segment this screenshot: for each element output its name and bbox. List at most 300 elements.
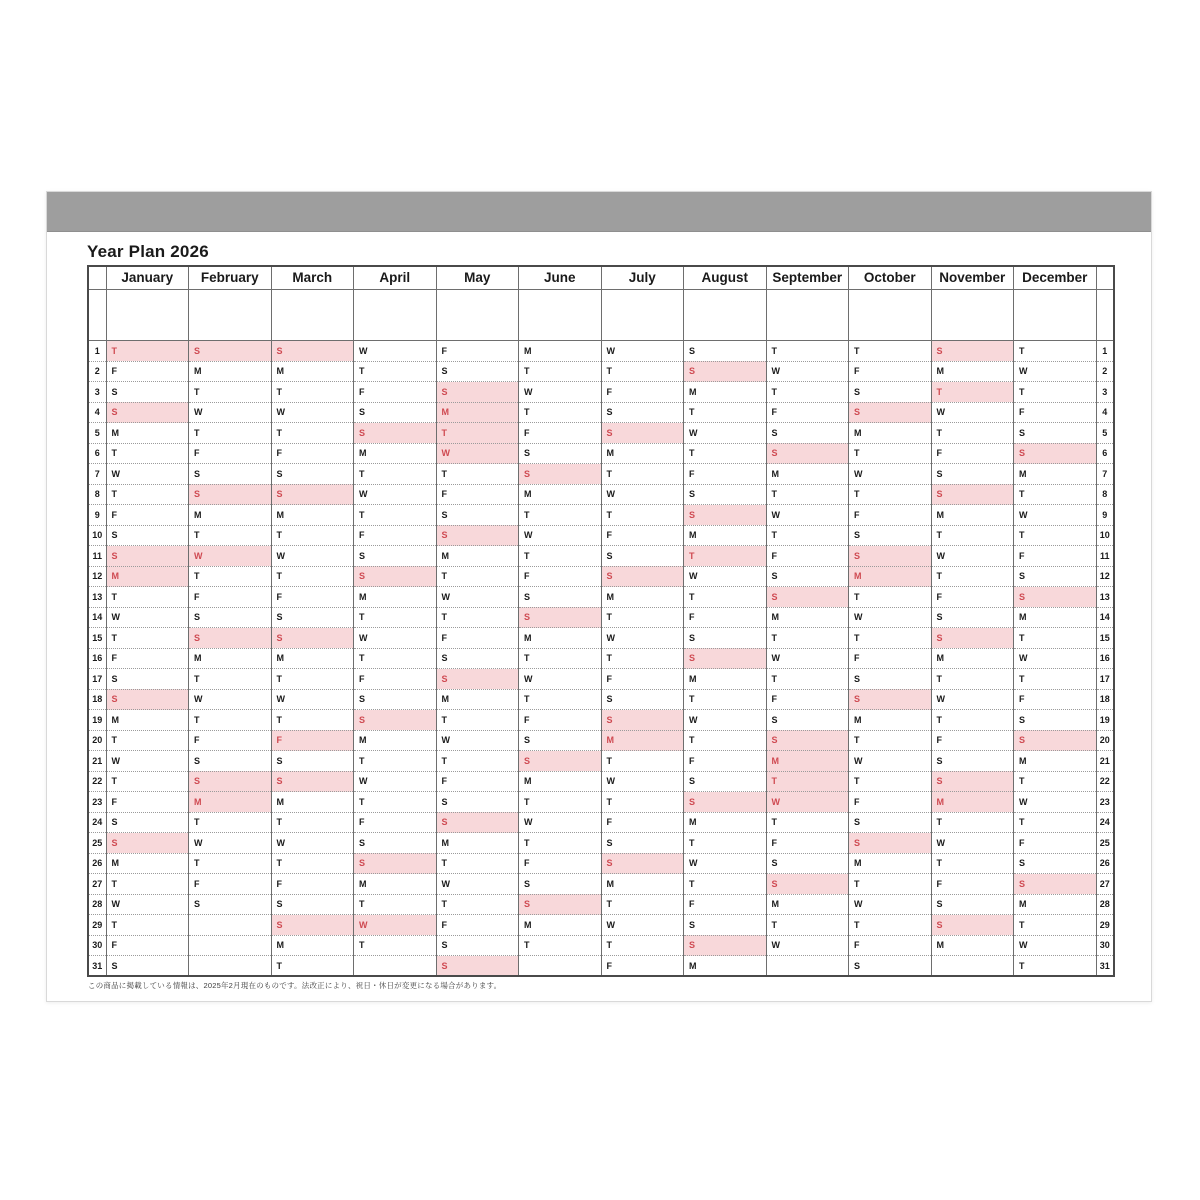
day-row-26: [88, 853, 1114, 874]
day-cell-november-23: M: [931, 792, 1014, 813]
day-cell-may-10: S: [436, 525, 519, 546]
row-number-right: 29: [1096, 915, 1114, 936]
day-cell-october-14: W: [849, 607, 932, 628]
day-cell-november-4: W: [931, 402, 1014, 423]
day-cell-november-12: T: [931, 566, 1014, 587]
day-cell-january-21: W: [106, 751, 189, 772]
day-cell-august-29: S: [684, 915, 767, 936]
day-cell-december-8: T: [1014, 484, 1097, 505]
day-cell-august-22: S: [684, 771, 767, 792]
day-cell-december-13: S: [1014, 587, 1097, 608]
day-cell-september-14: M: [766, 607, 849, 628]
day-cell-october-4: S: [849, 402, 932, 423]
day-cell-december-12: S: [1014, 566, 1097, 587]
row-number-right: 8: [1096, 484, 1114, 505]
day-cell-may-28: T: [436, 894, 519, 915]
day-cell-august-27: T: [684, 874, 767, 895]
day-cell-february-9: M: [189, 505, 272, 526]
row-number-left: 11: [88, 546, 106, 567]
day-cell-august-1: S: [684, 341, 767, 362]
day-cell-april-2: T: [354, 361, 437, 382]
day-cell-march-9: M: [271, 505, 354, 526]
row-number-right: 2: [1096, 361, 1114, 382]
day-cell-june-27: S: [519, 874, 602, 895]
day-cell-october-16: F: [849, 648, 932, 669]
day-cell-december-31: T: [1014, 956, 1097, 977]
day-cell-february-26: T: [189, 853, 272, 874]
day-cell-october-7: W: [849, 464, 932, 485]
day-cell-november-10: T: [931, 525, 1014, 546]
day-cell-april-10: F: [354, 525, 437, 546]
day-cell-july-7: T: [601, 464, 684, 485]
day-cell-february-20: F: [189, 730, 272, 751]
day-cell-may-11: M: [436, 546, 519, 567]
day-cell-may-24: S: [436, 812, 519, 833]
day-cell-august-15: S: [684, 628, 767, 649]
day-cell-may-26: T: [436, 853, 519, 874]
row-number-left: 24: [88, 812, 106, 833]
day-cell-september-27: S: [766, 874, 849, 895]
day-cell-september-1: T: [766, 341, 849, 362]
notes-cell-june: [519, 290, 602, 341]
day-cell-july-4: S: [601, 402, 684, 423]
day-cell-july-8: W: [601, 484, 684, 505]
day-cell-may-27: W: [436, 874, 519, 895]
day-cell-june-11: T: [519, 546, 602, 567]
day-cell-april-26: S: [354, 853, 437, 874]
day-number-header-right: [1096, 266, 1114, 290]
day-cell-february-19: T: [189, 710, 272, 731]
row-number-left: 13: [88, 587, 106, 608]
day-cell-june-8: M: [519, 484, 602, 505]
month-header-october: October: [849, 266, 932, 290]
day-cell-october-2: F: [849, 361, 932, 382]
day-cell-august-20: T: [684, 730, 767, 751]
row-number-left: 12: [88, 566, 106, 587]
day-cell-october-20: T: [849, 730, 932, 751]
day-cell-april-8: W: [354, 484, 437, 505]
day-row-24: [88, 812, 1114, 833]
day-cell-august-28: F: [684, 894, 767, 915]
day-cell-april-16: T: [354, 648, 437, 669]
day-cell-october-10: S: [849, 525, 932, 546]
month-header-august: August: [684, 266, 767, 290]
day-row-10: [88, 525, 1114, 546]
row-number-left: 19: [88, 710, 106, 731]
day-row-13: [88, 587, 1114, 608]
notes-cell-november: [931, 290, 1014, 341]
day-cell-july-10: F: [601, 525, 684, 546]
day-cell-december-3: T: [1014, 382, 1097, 403]
day-cell-april-18: S: [354, 689, 437, 710]
day-cell-july-11: S: [601, 546, 684, 567]
day-row-23: [88, 792, 1114, 813]
day-cell-november-18: W: [931, 689, 1014, 710]
day-cell-january-5: M: [106, 423, 189, 444]
day-cell-september-16: W: [766, 648, 849, 669]
day-cell-november-13: F: [931, 587, 1014, 608]
day-cell-may-18: M: [436, 689, 519, 710]
day-cell-june-1: M: [519, 341, 602, 362]
day-cell-august-12: W: [684, 566, 767, 587]
day-row-20: [88, 730, 1114, 751]
month-header-september: September: [766, 266, 849, 290]
day-cell-november-25: W: [931, 833, 1014, 854]
notes-cell-right: [1096, 290, 1114, 341]
day-cell-march-31: T: [271, 956, 354, 977]
day-row-28: [88, 894, 1114, 915]
row-number-left: 16: [88, 648, 106, 669]
day-cell-october-13: T: [849, 587, 932, 608]
row-number-right: 13: [1096, 587, 1114, 608]
day-cell-december-23: W: [1014, 792, 1097, 813]
day-cell-january-3: S: [106, 382, 189, 403]
day-cell-march-3: T: [271, 382, 354, 403]
day-cell-november-26: T: [931, 853, 1014, 874]
row-number-left: 31: [88, 956, 106, 977]
day-cell-april-13: M: [354, 587, 437, 608]
row-number-left: 15: [88, 628, 106, 649]
day-cell-october-30: F: [849, 935, 932, 956]
day-cell-september-19: S: [766, 710, 849, 731]
day-cell-may-17: S: [436, 669, 519, 690]
day-cell-march-29: S: [271, 915, 354, 936]
day-cell-june-4: T: [519, 402, 602, 423]
day-cell-october-9: F: [849, 505, 932, 526]
day-cell-february-23: M: [189, 792, 272, 813]
day-cell-august-9: S: [684, 505, 767, 526]
day-cell-september-28: M: [766, 894, 849, 915]
day-cell-september-26: S: [766, 853, 849, 874]
day-cell-january-8: T: [106, 484, 189, 505]
row-number-right: 15: [1096, 628, 1114, 649]
row-number-right: 19: [1096, 710, 1114, 731]
day-cell-june-17: W: [519, 669, 602, 690]
day-cell-september-15: T: [766, 628, 849, 649]
row-number-right: 27: [1096, 874, 1114, 895]
day-cell-november-15: S: [931, 628, 1014, 649]
day-cell-july-17: F: [601, 669, 684, 690]
day-cell-october-12: M: [849, 566, 932, 587]
day-cell-october-24: S: [849, 812, 932, 833]
day-cell-july-12: S: [601, 566, 684, 587]
day-cell-july-21: T: [601, 751, 684, 772]
row-number-right: 31: [1096, 956, 1114, 977]
month-header-may: May: [436, 266, 519, 290]
day-cell-september-25: F: [766, 833, 849, 854]
month-header-row: [88, 266, 1114, 290]
day-cell-june-6: S: [519, 443, 602, 464]
day-cell-december-5: S: [1014, 423, 1097, 444]
day-cell-august-10: M: [684, 525, 767, 546]
day-cell-june-24: W: [519, 812, 602, 833]
row-number-left: 20: [88, 730, 106, 751]
day-cell-december-22: T: [1014, 771, 1097, 792]
day-cell-february-22: S: [189, 771, 272, 792]
day-row-19: [88, 710, 1114, 731]
day-row-16: [88, 648, 1114, 669]
day-cell-january-28: W: [106, 894, 189, 915]
day-number-header-left: [88, 266, 106, 290]
day-cell-march-16: M: [271, 648, 354, 669]
day-cell-january-15: T: [106, 628, 189, 649]
day-cell-january-17: S: [106, 669, 189, 690]
day-cell-september-3: T: [766, 382, 849, 403]
day-row-3: [88, 382, 1114, 403]
day-cell-may-9: S: [436, 505, 519, 526]
row-number-right: 10: [1096, 525, 1114, 546]
day-cell-march-22: S: [271, 771, 354, 792]
day-cell-january-12: M: [106, 566, 189, 587]
day-cell-january-4: S: [106, 402, 189, 423]
day-cell-may-4: M: [436, 402, 519, 423]
day-cell-march-27: F: [271, 874, 354, 895]
day-cell-december-10: T: [1014, 525, 1097, 546]
day-cell-december-25: F: [1014, 833, 1097, 854]
day-cell-august-2: S: [684, 361, 767, 382]
day-cell-october-29: T: [849, 915, 932, 936]
month-header-november: November: [931, 266, 1014, 290]
day-cell-december-26: S: [1014, 853, 1097, 874]
day-cell-july-25: S: [601, 833, 684, 854]
day-cell-december-7: M: [1014, 464, 1097, 485]
day-cell-october-28: W: [849, 894, 932, 915]
day-cell-may-14: T: [436, 607, 519, 628]
day-row-27: [88, 874, 1114, 895]
calendar-sheet: [46, 191, 1152, 1002]
day-cell-may-2: S: [436, 361, 519, 382]
row-number-left: 1: [88, 341, 106, 362]
day-cell-february-11: W: [189, 546, 272, 567]
row-number-right: 24: [1096, 812, 1114, 833]
notes-cell-april: [354, 290, 437, 341]
day-cell-february-1: S: [189, 341, 272, 362]
day-cell-march-15: S: [271, 628, 354, 649]
day-cell-november-6: F: [931, 443, 1014, 464]
day-cell-january-20: T: [106, 730, 189, 751]
day-cell-january-10: S: [106, 525, 189, 546]
day-cell-november-5: T: [931, 423, 1014, 444]
row-number-left: 3: [88, 382, 106, 403]
page-title: Year Plan 2026: [87, 242, 209, 261]
day-cell-january-11: S: [106, 546, 189, 567]
day-row-29: [88, 915, 1114, 936]
day-cell-october-21: W: [849, 751, 932, 772]
day-cell-april-23: T: [354, 792, 437, 813]
day-cell-july-24: F: [601, 812, 684, 833]
day-cell-july-26: S: [601, 853, 684, 874]
day-cell-february-5: T: [189, 423, 272, 444]
row-number-right: 6: [1096, 443, 1114, 464]
row-number-left: 4: [88, 402, 106, 423]
month-header-january: January: [106, 266, 189, 290]
day-cell-june-10: W: [519, 525, 602, 546]
day-cell-january-18: S: [106, 689, 189, 710]
day-cell-february-29: [189, 915, 272, 936]
day-cell-march-17: T: [271, 669, 354, 690]
day-cell-february-14: S: [189, 607, 272, 628]
day-cell-july-20: M: [601, 730, 684, 751]
day-cell-november-9: M: [931, 505, 1014, 526]
row-number-right: 30: [1096, 935, 1114, 956]
row-number-right: 18: [1096, 689, 1114, 710]
row-number-right: 17: [1096, 669, 1114, 690]
day-cell-may-1: F: [436, 341, 519, 362]
month-header-december: December: [1014, 266, 1097, 290]
day-cell-february-6: F: [189, 443, 272, 464]
day-cell-february-16: M: [189, 648, 272, 669]
day-cell-may-20: W: [436, 730, 519, 751]
day-cell-february-13: F: [189, 587, 272, 608]
day-cell-february-18: W: [189, 689, 272, 710]
day-cell-december-11: F: [1014, 546, 1097, 567]
month-header-march: March: [271, 266, 354, 290]
day-cell-september-5: S: [766, 423, 849, 444]
day-cell-july-15: W: [601, 628, 684, 649]
day-cell-march-8: S: [271, 484, 354, 505]
day-cell-august-8: S: [684, 484, 767, 505]
row-number-left: 5: [88, 423, 106, 444]
day-cell-april-30: T: [354, 935, 437, 956]
day-cell-september-7: M: [766, 464, 849, 485]
day-cell-april-28: T: [354, 894, 437, 915]
day-cell-february-31: [189, 956, 272, 977]
row-number-right: 4: [1096, 402, 1114, 423]
day-row-4: [88, 402, 1114, 423]
month-header-february: February: [189, 266, 272, 290]
day-cell-july-1: W: [601, 341, 684, 362]
day-cell-july-2: T: [601, 361, 684, 382]
row-number-right: 26: [1096, 853, 1114, 874]
day-cell-june-31: [519, 956, 602, 977]
day-cell-july-22: W: [601, 771, 684, 792]
day-cell-december-24: T: [1014, 812, 1097, 833]
row-number-right: 3: [1096, 382, 1114, 403]
day-cell-july-23: T: [601, 792, 684, 813]
row-number-left: 29: [88, 915, 106, 936]
day-cell-october-8: T: [849, 484, 932, 505]
day-cell-august-23: S: [684, 792, 767, 813]
day-cell-december-17: T: [1014, 669, 1097, 690]
day-cell-may-8: F: [436, 484, 519, 505]
notes-row: [88, 290, 1114, 341]
day-cell-october-31: S: [849, 956, 932, 977]
day-cell-april-6: M: [354, 443, 437, 464]
day-cell-may-12: T: [436, 566, 519, 587]
day-cell-december-27: S: [1014, 874, 1097, 895]
day-cell-june-22: M: [519, 771, 602, 792]
day-cell-january-19: M: [106, 710, 189, 731]
day-cell-march-24: T: [271, 812, 354, 833]
day-cell-january-16: F: [106, 648, 189, 669]
day-cell-june-19: F: [519, 710, 602, 731]
day-cell-july-13: M: [601, 587, 684, 608]
day-cell-february-7: S: [189, 464, 272, 485]
day-cell-april-11: S: [354, 546, 437, 567]
day-cell-march-4: W: [271, 402, 354, 423]
row-number-right: 11: [1096, 546, 1114, 567]
row-number-left: 23: [88, 792, 106, 813]
day-cell-august-30: S: [684, 935, 767, 956]
notes-cell-september: [766, 290, 849, 341]
day-cell-december-20: S: [1014, 730, 1097, 751]
day-cell-december-19: S: [1014, 710, 1097, 731]
day-cell-september-21: M: [766, 751, 849, 772]
day-cell-december-2: W: [1014, 361, 1097, 382]
day-row-25: [88, 833, 1114, 854]
day-cell-january-31: S: [106, 956, 189, 977]
row-number-left: 2: [88, 361, 106, 382]
day-cell-october-27: T: [849, 874, 932, 895]
day-cell-july-29: W: [601, 915, 684, 936]
day-cell-april-9: T: [354, 505, 437, 526]
day-cell-june-20: S: [519, 730, 602, 751]
day-cell-january-29: T: [106, 915, 189, 936]
day-cell-april-27: M: [354, 874, 437, 895]
day-row-30: [88, 935, 1114, 956]
day-cell-april-12: S: [354, 566, 437, 587]
day-cell-march-14: S: [271, 607, 354, 628]
day-cell-april-24: F: [354, 812, 437, 833]
day-row-8: [88, 484, 1114, 505]
day-cell-january-25: S: [106, 833, 189, 854]
day-cell-november-30: M: [931, 935, 1014, 956]
day-cell-october-25: S: [849, 833, 932, 854]
row-number-left: 28: [88, 894, 106, 915]
row-number-left: 30: [88, 935, 106, 956]
day-cell-april-7: T: [354, 464, 437, 485]
day-cell-may-23: S: [436, 792, 519, 813]
day-cell-december-21: M: [1014, 751, 1097, 772]
day-cell-march-23: M: [271, 792, 354, 813]
hanging-bar: [47, 192, 1151, 232]
day-cell-september-11: F: [766, 546, 849, 567]
day-cell-march-19: T: [271, 710, 354, 731]
day-cell-january-7: W: [106, 464, 189, 485]
day-cell-may-21: T: [436, 751, 519, 772]
day-row-12: [88, 566, 1114, 587]
row-number-right: 12: [1096, 566, 1114, 587]
day-row-2: [88, 361, 1114, 382]
day-cell-may-29: F: [436, 915, 519, 936]
day-cell-september-9: W: [766, 505, 849, 526]
day-cell-june-21: S: [519, 751, 602, 772]
day-cell-may-6: W: [436, 443, 519, 464]
day-cell-august-6: T: [684, 443, 767, 464]
day-cell-june-26: F: [519, 853, 602, 874]
day-cell-september-12: S: [766, 566, 849, 587]
day-cell-october-26: M: [849, 853, 932, 874]
day-cell-april-25: S: [354, 833, 437, 854]
day-cell-november-1: S: [931, 341, 1014, 362]
day-cell-september-30: W: [766, 935, 849, 956]
day-cell-august-18: T: [684, 689, 767, 710]
day-cell-march-10: T: [271, 525, 354, 546]
day-cell-may-15: F: [436, 628, 519, 649]
day-cell-april-1: W: [354, 341, 437, 362]
day-cell-june-7: S: [519, 464, 602, 485]
day-cell-september-24: T: [766, 812, 849, 833]
day-cell-july-9: T: [601, 505, 684, 526]
row-number-right: 20: [1096, 730, 1114, 751]
day-cell-january-1: T: [106, 341, 189, 362]
day-cell-march-13: F: [271, 587, 354, 608]
day-cell-march-30: M: [271, 935, 354, 956]
day-cell-july-14: T: [601, 607, 684, 628]
day-cell-february-4: W: [189, 402, 272, 423]
day-cell-january-14: W: [106, 607, 189, 628]
day-row-17: [88, 669, 1114, 690]
